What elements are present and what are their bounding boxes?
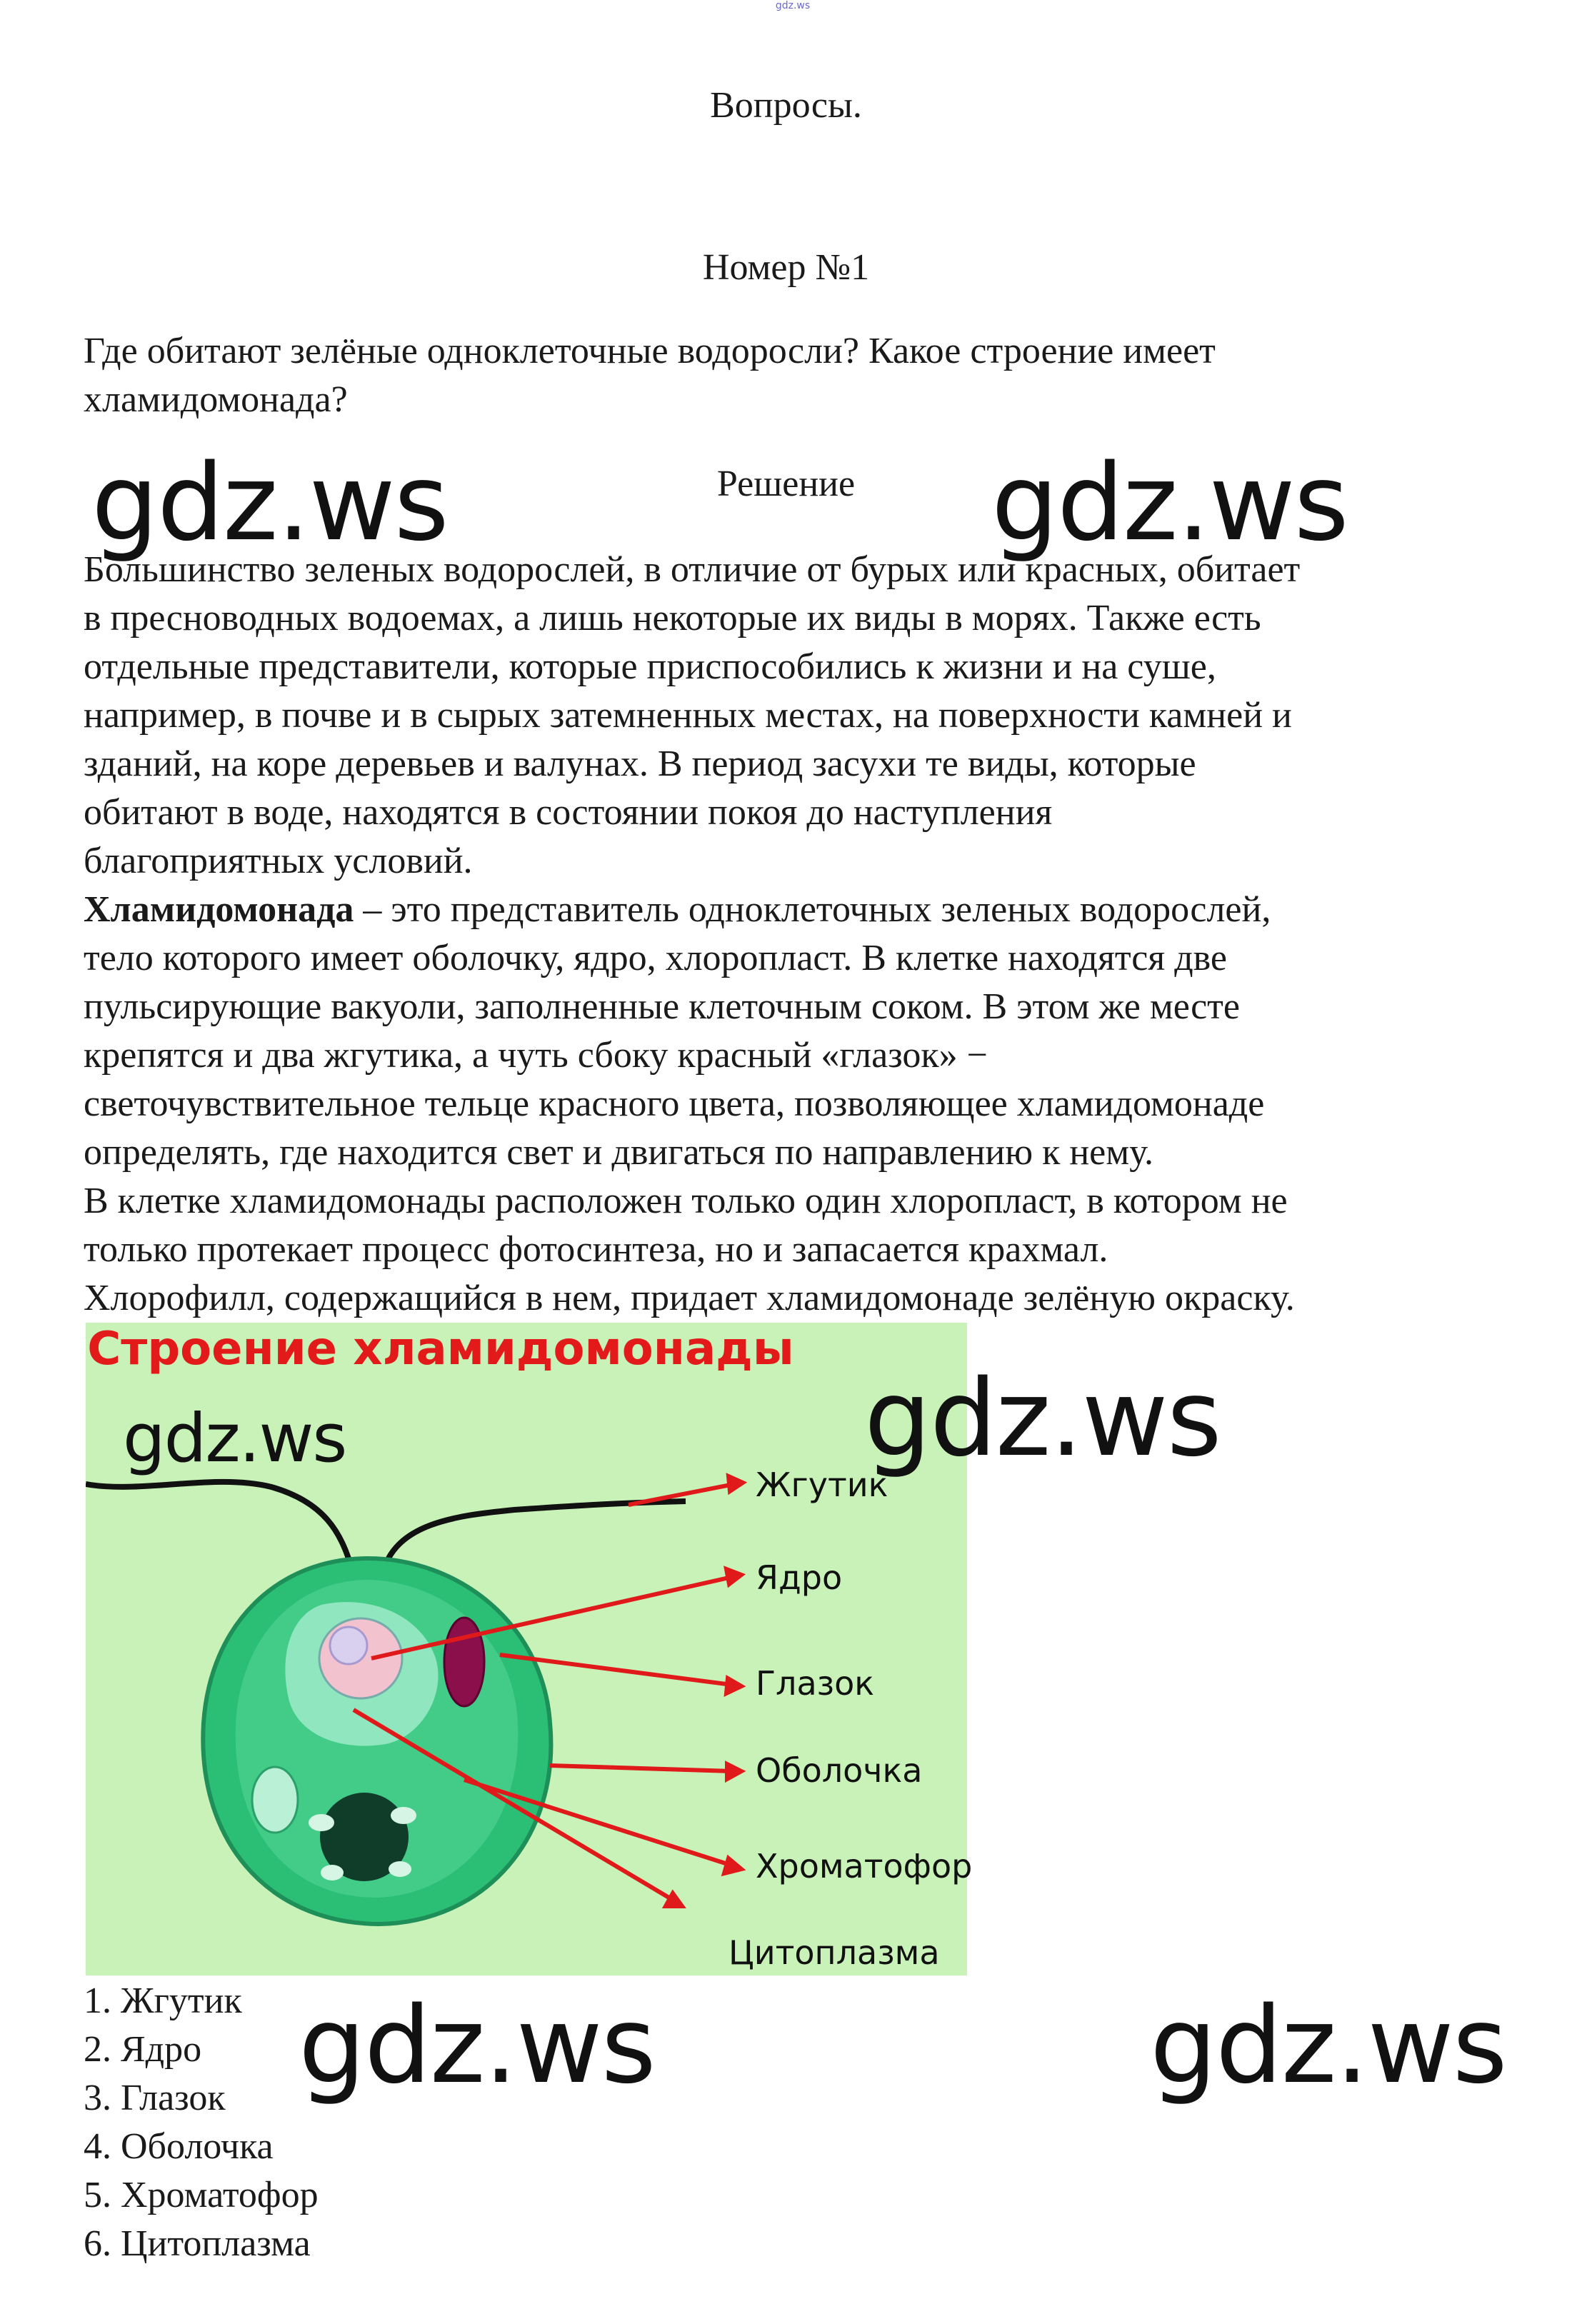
parts-list bbox=[84, 1977, 319, 2268]
list-item: 6. Цитоплазма bbox=[84, 2223, 311, 2264]
watermark: gdz.ws bbox=[91, 441, 448, 564]
answer-text bbox=[84, 546, 1512, 1323]
solution-label: Решение bbox=[716, 464, 856, 504]
label-nucleus: Ядро bbox=[756, 1558, 843, 1597]
top-watermark-mark: gdz.ws bbox=[775, 0, 811, 11]
chlamy-definition: – это представитель одноклеточных зеленых водорослей, bbox=[354, 889, 1271, 930]
chlamy-line: тело которого имеет оболочку, ядро, хлоропласт. В клетке находятся две bbox=[84, 938, 1228, 978]
figure-title: Строение хламидомонады bbox=[87, 1323, 794, 1376]
answer-line: в пресноводных водоемах, а лишь некоторые их виды в морях. Также есть bbox=[84, 598, 1261, 638]
chlamy-line bbox=[84, 886, 1512, 934]
answer-line: например, в почве и в сырых затемненных местах, на поверхности камней и bbox=[84, 695, 1292, 736]
nucleolus bbox=[330, 1627, 367, 1664]
list-item: 3. Глазок bbox=[84, 2078, 226, 2118]
answer-line: благоприятных условий. bbox=[84, 841, 473, 881]
watermark: gdz.ws bbox=[299, 1984, 655, 2107]
chlamy-line: В клетке хламидомонады расположен только один хлоропласт, в котором не bbox=[84, 1181, 1288, 1221]
question-number: Номер №1 bbox=[702, 247, 870, 288]
list-item: 1. Жгутик bbox=[84, 1980, 242, 2021]
starch-grain bbox=[309, 1814, 334, 1831]
chlamy-line: Хлорофилл, содержащийся в нем, придает хламидомонаде зелёную окраску. bbox=[84, 1278, 1295, 1318]
chlamy-term: Хламидомонада bbox=[84, 889, 354, 930]
list-item: 2. Ядро bbox=[84, 2029, 202, 2070]
watermark: gdz.ws bbox=[864, 1357, 1221, 1480]
chlamy-line: определять, где находится свет и двигаться по направлению к нему. bbox=[84, 1132, 1153, 1173]
watermark: gdz.ws bbox=[991, 441, 1348, 564]
label-chromatophore: Хроматофор bbox=[756, 1847, 973, 1885]
list-item: 4. Оболочка bbox=[84, 2126, 274, 2167]
chlamy-line: крепятся и два жгутика, а чуть сбоку красный «глазок» − bbox=[84, 1035, 988, 1076]
answer-line: Большинство зеленых водорослей, в отличие от бурых или красных, обитает bbox=[84, 549, 1301, 590]
page-title: Вопросы. bbox=[710, 85, 862, 126]
label-cytoplasm: Цитоплазма bbox=[729, 1933, 940, 1972]
chlamy-line: пульсирующие вакуоли, заполненные клеточным соком. В этом же месте bbox=[84, 986, 1240, 1027]
answer-line: зданий, на коре деревьев и валунах. В период засухи те виды, которые bbox=[84, 743, 1196, 784]
label-membrane: Оболочка bbox=[756, 1751, 923, 1790]
list-item: 5. Хроматофор bbox=[84, 2175, 319, 2215]
answer-line: обитают в воде, находятся в состоянии покоя до наступления bbox=[84, 792, 1053, 833]
chlamy-line: светочувствительное тельце красного цвета, позволяющее хламидомонаде bbox=[84, 1083, 1265, 1124]
watermark: gdz.ws bbox=[123, 1400, 346, 1478]
starch-grain bbox=[391, 1807, 416, 1824]
answer-line: отдельные представители, которые приспособились к жизни и на суше, bbox=[84, 646, 1216, 687]
label-eyespot: Глазок bbox=[756, 1664, 875, 1703]
question-line: хламидомонада? bbox=[84, 379, 348, 420]
question-text bbox=[84, 327, 1512, 424]
question-line: Где обитают зелёные одноклеточные водоросли? Какое строение имеет bbox=[84, 331, 1216, 371]
eyespot bbox=[444, 1618, 484, 1706]
label-flagellum: Жгутик bbox=[756, 1466, 888, 1504]
starch-grain bbox=[389, 1861, 411, 1877]
chlamy-line: только протекает процесс фотосинтеза, но и запасается крахмал. bbox=[84, 1229, 1108, 1270]
watermark: gdz.ws bbox=[1150, 1984, 1506, 2107]
vacuole bbox=[252, 1767, 298, 1833]
starch-grain bbox=[321, 1865, 344, 1880]
